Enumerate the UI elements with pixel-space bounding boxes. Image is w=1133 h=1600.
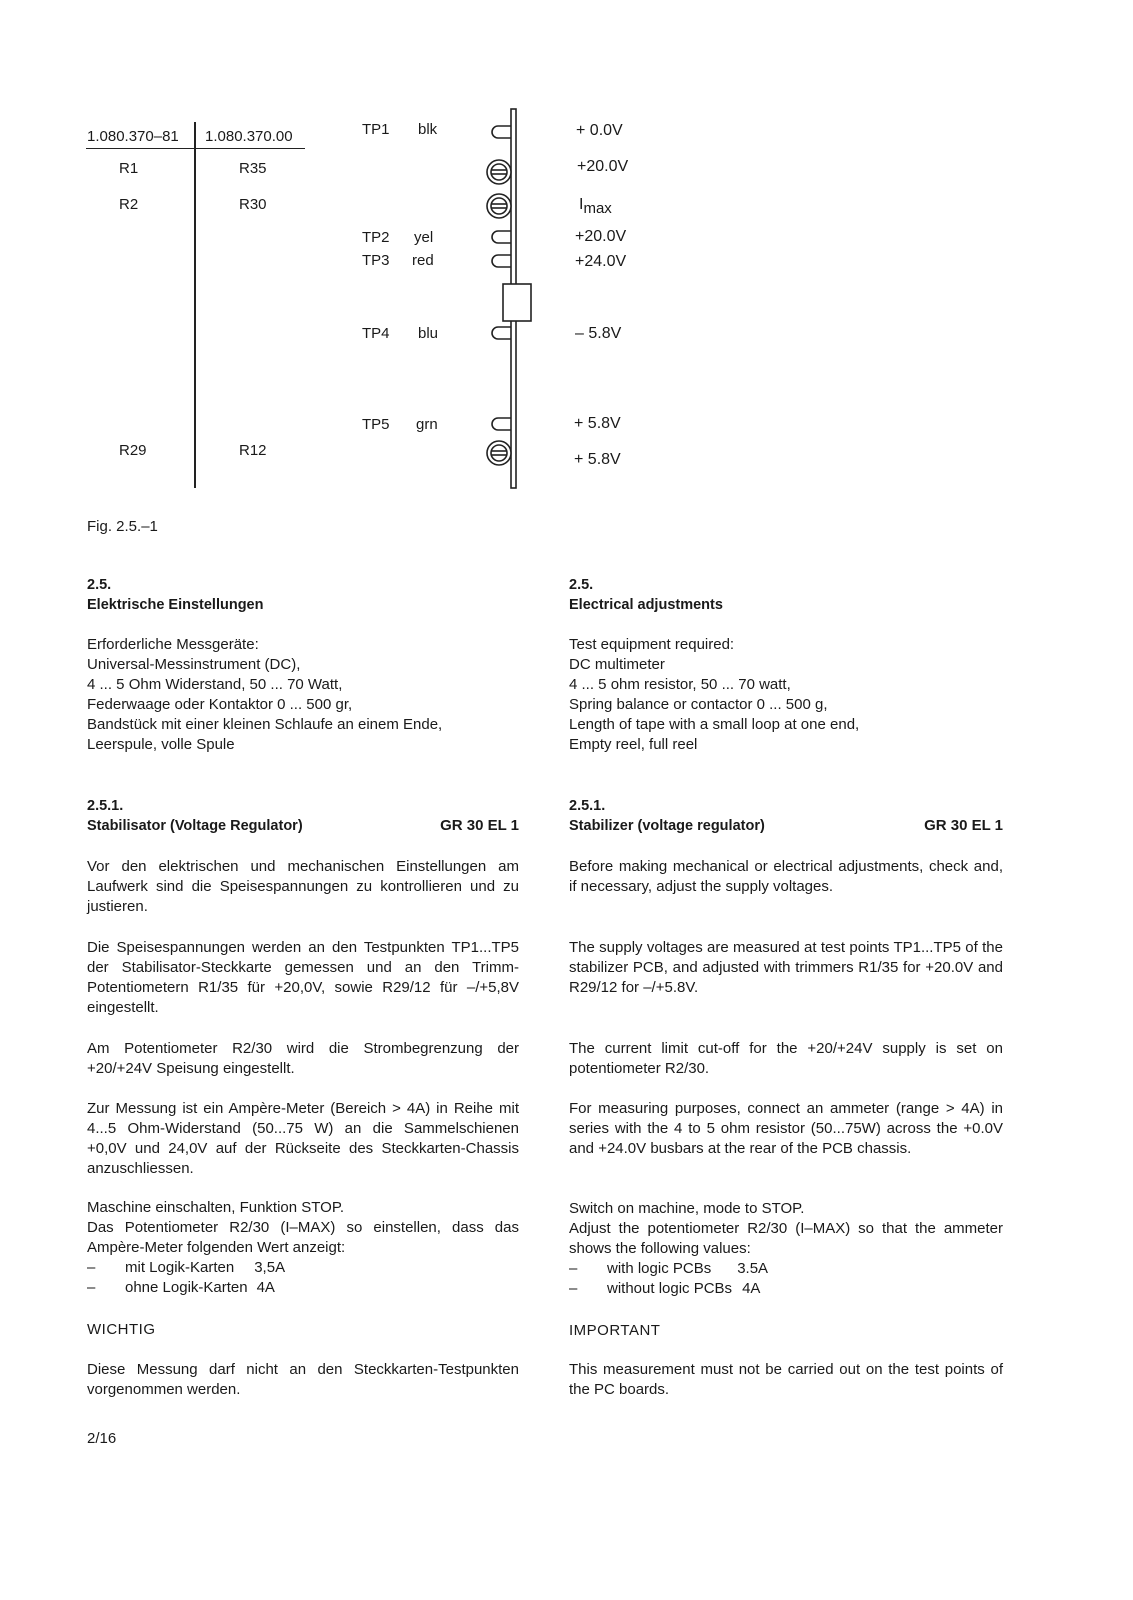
english-column (569, 575, 1003, 755)
paragraph: Das Potentiometer R2/30 (I–MAX) so einstellen, dass das Ampère-Meter folgenden Wert anzeigt: (87, 1219, 519, 1256)
imax-symbol: I (579, 196, 584, 213)
voltage-label: +20.0V (577, 158, 629, 175)
subsection-number: 2.5.1. (87, 798, 124, 814)
table-cell: R35 (239, 160, 267, 177)
pcb-edge-diagram (478, 100, 538, 495)
paragraph-line: Switch on machine, mode to STOP. (569, 1200, 805, 1217)
list-text: ohne Logik-Karten (125, 1279, 248, 1296)
table-cell: R1 (119, 160, 139, 177)
german-procedure (87, 1198, 519, 1298)
voltage-label: + 5.8V (574, 415, 621, 432)
equipment-list (569, 635, 1003, 755)
list-dash: – (87, 1279, 96, 1296)
paragraph: Adjust the potentiometer R2/30 (I–MAX) so that the ammeter shows the following values: (569, 1220, 1003, 1257)
test-point-label: TP1 (362, 121, 390, 138)
paragraph: Vor den elektrischen und mechanischen Einstellungen am Laufwerk sind die Speisespannungen zu kontrollieren und zu justieren. (87, 858, 519, 915)
paragraph: Before making mechanical or electrical adjustments, check and, if necessary, adjust the supply voltages. (569, 858, 1003, 895)
paragraph: Am Potentiometer R2/30 wird die Strombegrenzung der +20/+24V Speisung eingestellt. (87, 1040, 519, 1077)
table-cell: R2 (119, 196, 139, 213)
list-item (569, 1259, 1003, 1279)
equipment-line: DC multimeter (569, 656, 665, 673)
english-procedure (569, 1199, 1003, 1299)
list-item (87, 1258, 519, 1278)
page-number: 2/16 (87, 1430, 117, 1447)
paragraph: The current limit cut-off for the +20/+24V supply is set on potentiometer R2/30. (569, 1040, 1003, 1077)
figure-caption: Fig. 2.5.–1 (87, 518, 158, 535)
paragraph-line: Maschine einschalten, Funktion STOP. (87, 1199, 345, 1216)
subsection-number: 2.5.1. (569, 798, 606, 814)
table-divider (194, 122, 196, 488)
equipment-line: Federwaage oder Kontaktor 0 ... 500 gr, (87, 696, 353, 713)
list-value: 3,5A (254, 1259, 286, 1276)
section-title: Electrical adjustments (569, 597, 723, 613)
voltage-label: + 0.0V (576, 122, 623, 139)
equipment-line: 4 ... 5 ohm resistor, 50 ... 70 watt, (569, 676, 791, 693)
list-value: 4A (742, 1280, 761, 1297)
test-point-color: red (412, 252, 434, 269)
paragraph: The supply voltages are measured at test points TP1...TP5 of the stabilizer PCB, and adjusted with trimmers R1/35 for +20.0V and R29/12 for –/+5.8V. (569, 939, 1003, 996)
test-point-label: TP5 (362, 416, 390, 433)
table-header-rule (86, 148, 305, 149)
test-point-color: blu (418, 325, 439, 342)
test-point-label: TP4 (362, 325, 390, 342)
subsection-title: Stabilizer (voltage regulator) (569, 818, 765, 834)
voltage-label: +24.0V (575, 253, 627, 270)
subsection-code: GR 30 EL 1 (440, 817, 519, 834)
list-item (569, 1279, 1003, 1299)
test-point-label: TP2 (362, 229, 390, 246)
equipment-line: 4 ... 5 Ohm Widerstand, 50 ... 70 Watt, (87, 676, 343, 693)
voltage-label: +20.0V (575, 228, 627, 245)
subsection-code: GR 30 EL 1 (924, 817, 1003, 834)
test-point-color: grn (416, 416, 438, 433)
paragraph: For measuring purposes, connect an ammeter (range > 4A) in series with the 4 to 5 ohm resistor (50...75W) across the +0.0V and +24.0V busbars at the rear of the PCB chassis. (569, 1100, 1003, 1157)
section-number: 2.5. (569, 577, 594, 593)
section-number: 2.5. (87, 577, 112, 593)
section-title: Elektrische Einstellungen (87, 597, 264, 613)
voltage-label: – 5.8V (575, 325, 622, 342)
table-cell: R12 (239, 442, 267, 459)
list-dash: – (87, 1259, 96, 1276)
test-point-label: TP3 (362, 252, 390, 269)
test-point-color: blk (418, 121, 438, 138)
german-column (87, 575, 519, 755)
paragraph: Zur Messung ist ein Ampère-Meter (Bereich > 4A) in Reihe mit 4...5 Ohm-Widerstand (50...75 W) an die Sammelschienen +0,0V und 24,0V auf der Rückseite des Steckkarten-Chassis anzuschliessen. (87, 1100, 519, 1177)
list-value: 3.5A (737, 1260, 769, 1277)
warning-text: This measurement must not be carried out on the test points of the PC boards. (569, 1361, 1003, 1398)
equipment-line: Bandstück mit einer kleinen Schlaufe an einem Ende, (87, 716, 443, 733)
list-text: without logic PCBs (607, 1280, 733, 1297)
equipment-line: Length of tape with a small loop at one end, (569, 716, 860, 733)
equipment-line: Universal-Messinstrument (DC), (87, 656, 301, 673)
voltage-label-imax (579, 196, 612, 217)
german-subsection-header (87, 796, 519, 836)
table-cell: R30 (239, 196, 267, 213)
list-text: with logic PCBs (607, 1260, 712, 1277)
list-dash: – (569, 1280, 578, 1297)
table-cell: R29 (119, 442, 147, 459)
equipment-line: Leerspule, volle Spule (87, 736, 235, 753)
imax-subscript: max (583, 200, 612, 217)
voltage-label: + 5.8V (574, 451, 621, 468)
equipment-line: Empty reel, full reel (569, 736, 698, 753)
equipment-line: Spring balance or contactor 0 ... 500 g, (569, 696, 828, 713)
warning-text: Diese Messung darf nicht an den Steckkarten-Testpunkten vorgenommen werden. (87, 1361, 519, 1398)
table-header-right: 1.080.370.00 (205, 128, 293, 145)
list-text: mit Logik-Karten (125, 1259, 235, 1276)
test-point-color: yel (414, 229, 434, 246)
warning-title: IMPORTANT (569, 1322, 661, 1339)
paragraph: Die Speisespannungen werden an den Testpunkten TP1...TP5 der Stabilisator-Steckkarte gemessen und an den Trimm-Potentiometern R1/35 für +20,0V, sowie R29/12 für –/+5,8V eingestellt. (87, 939, 519, 1016)
table-header-left: 1.080.370–81 (87, 128, 179, 145)
equipment-list (87, 635, 519, 755)
subsection-title: Stabilisator (Voltage Regulator) (87, 818, 303, 834)
list-value: 4A (256, 1279, 275, 1296)
warning-title: WICHTIG (87, 1321, 156, 1338)
equipment-line: Test equipment required: (569, 636, 735, 653)
list-dash: – (569, 1260, 578, 1277)
list-item (87, 1278, 519, 1298)
english-subsection-header (569, 796, 1003, 836)
equipment-line: Erforderliche Messgeräte: (87, 636, 259, 653)
